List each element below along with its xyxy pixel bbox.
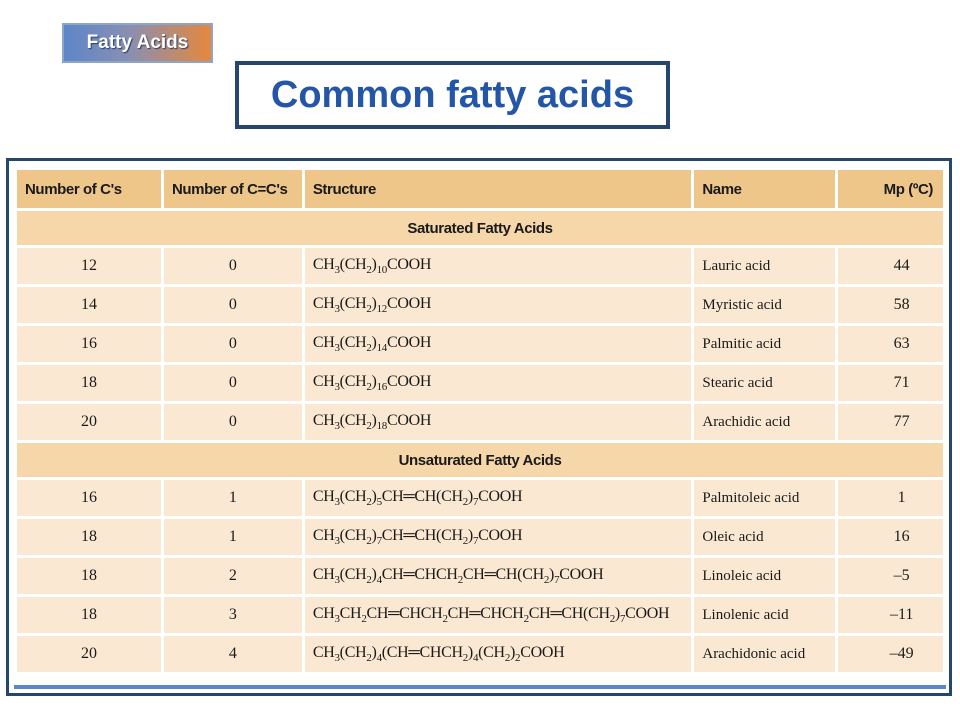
structure-subscript: 2: [366, 652, 372, 665]
structure-subscript: 3: [334, 303, 340, 316]
structure-text: ): [371, 487, 377, 505]
cell-name: Arachidonic acid: [694, 636, 835, 672]
structure-text: CH═CHCH: [366, 604, 443, 622]
structure-subscript: 12: [376, 303, 387, 316]
structure-text: CH: [312, 411, 335, 429]
structure-text: ): [371, 294, 377, 312]
cell-carbons: 18: [17, 365, 161, 401]
cell-name: Linolenic acid: [694, 597, 835, 633]
table-row: [17, 519, 943, 555]
structure-text: CH: [312, 255, 335, 273]
cell-name: Linoleic acid: [694, 558, 835, 594]
structure-subscript: 2: [462, 535, 468, 548]
table-row: [17, 404, 943, 440]
table-row: [17, 636, 943, 672]
structure-text: COOH: [386, 411, 432, 429]
cell-double-bonds: 1: [164, 480, 302, 516]
table-row: [17, 597, 943, 633]
structure-text: ): [371, 255, 377, 273]
structure-text: CH: [312, 643, 335, 661]
structure-text: CH═CH(CH: [381, 487, 463, 505]
structure-subscript: 16: [376, 381, 387, 394]
structure-subscript: 2: [366, 381, 372, 394]
header-name: Name: [694, 170, 835, 208]
structure-text: (CH: [339, 372, 367, 390]
structure-subscript: 2: [366, 535, 372, 548]
structure-subscript: 7: [554, 574, 560, 587]
structure-text: (CH: [478, 643, 505, 661]
table-row: [17, 558, 943, 594]
cell-structure: [305, 365, 692, 401]
structure-text: ): [549, 565, 555, 583]
cell-double-bonds: 0: [164, 365, 302, 401]
structure-subscript: 2: [609, 613, 615, 626]
structure-text: ): [467, 526, 473, 544]
cell-carbons: 16: [17, 480, 161, 516]
structure-text: CH═CHCH: [447, 604, 524, 622]
structure-subscript: 2: [523, 613, 529, 626]
header-melting-point: Mp (ºC): [838, 170, 943, 208]
cell-name: Oleic acid: [694, 519, 835, 555]
cell-structure: [305, 480, 692, 516]
structure-subscript: 7: [619, 613, 626, 626]
cell-melting-point: –5: [838, 558, 943, 594]
structure-text: ): [371, 411, 377, 429]
structure-subscript: 3: [334, 381, 340, 394]
structure-text: (CH: [339, 487, 367, 505]
header-structure: Structure: [305, 170, 692, 208]
table-row: [17, 480, 943, 516]
fatty-acids-table: [14, 167, 946, 675]
structure-text: CH: [312, 565, 335, 583]
structure-text: (CH: [339, 333, 367, 351]
cell-double-bonds: 0: [164, 287, 302, 323]
structure-text: ): [371, 372, 377, 390]
cell-double-bonds: 0: [164, 326, 302, 362]
table-frame: [6, 158, 952, 696]
cell-structure: [305, 404, 692, 440]
structure-text: CH═CH(CH: [462, 565, 544, 583]
cell-structure: [305, 248, 692, 284]
cell-structure: [305, 636, 692, 672]
structure-subscript: 2: [457, 574, 463, 587]
cell-name: Lauric acid: [694, 248, 835, 284]
cell-name: Stearic acid: [694, 365, 835, 401]
structure-text: (CH: [339, 565, 367, 583]
structure-text: COOH: [478, 487, 523, 505]
structure-text: (CH: [339, 411, 367, 429]
cell-melting-point: –49: [838, 636, 943, 672]
structure-text: ): [510, 643, 516, 661]
structure-subscript: 2: [366, 303, 372, 316]
structure-text: CH: [312, 604, 335, 622]
cell-double-bonds: 1: [164, 519, 302, 555]
cell-name: Arachidic acid: [694, 404, 835, 440]
section-tag-label: Fatty Acids: [86, 32, 189, 53]
structure-subscript: 2: [515, 652, 521, 665]
structure-text: COOH: [386, 294, 432, 312]
structure-text: CH═CHCH: [381, 565, 458, 583]
cell-melting-point: 58: [838, 287, 943, 323]
structure-subscript: 2: [366, 420, 372, 433]
structure-text: CH: [312, 526, 335, 544]
table-body: [17, 211, 943, 672]
cell-melting-point: 16: [838, 519, 943, 555]
structure-subscript: 3: [334, 535, 340, 548]
section-row: [17, 443, 943, 477]
cell-structure: [305, 519, 692, 555]
cell-double-bonds: 3: [164, 597, 302, 633]
structure-text: COOH: [559, 565, 604, 583]
structure-text: (CH: [339, 255, 367, 273]
structure-subscript: 3: [334, 342, 340, 355]
section-row: [17, 211, 943, 245]
structure-text: CH: [339, 604, 362, 622]
header-carbons: Number of C's: [17, 170, 161, 208]
cell-melting-point: 71: [838, 365, 943, 401]
cell-melting-point: 1: [838, 480, 943, 516]
structure-subscript: 2: [366, 574, 372, 587]
structure-text: ): [467, 643, 473, 661]
cell-double-bonds: 0: [164, 404, 302, 440]
structure-text: ): [467, 487, 473, 505]
structure-subscript: 18: [376, 420, 387, 433]
cell-double-bonds: 2: [164, 558, 302, 594]
cell-carbons: 14: [17, 287, 161, 323]
structure-text: COOH: [386, 255, 432, 273]
structure-text: COOH: [625, 604, 670, 622]
cell-name: Palmitic acid: [694, 326, 835, 362]
cell-melting-point: 77: [838, 404, 943, 440]
cell-carbons: 20: [17, 404, 161, 440]
cell-structure: [305, 597, 692, 633]
structure-subscript: 5: [376, 496, 382, 509]
structure-subscript: 3: [334, 420, 340, 433]
header-row: [17, 170, 943, 208]
table-row: [17, 326, 943, 362]
structure-subscript: 7: [472, 535, 479, 548]
section-title: Unsaturated Fatty Acids: [17, 443, 943, 477]
structure-text: CH: [312, 294, 335, 312]
structure-subscript: 7: [376, 535, 382, 548]
structure-subscript: 2: [543, 574, 550, 587]
structure-subscript: 3: [334, 264, 340, 277]
structure-subscript: 3: [334, 574, 340, 587]
section-tag: [62, 23, 213, 63]
section-title: Saturated Fatty Acids: [17, 211, 943, 245]
cell-double-bonds: 4: [164, 636, 302, 672]
structure-text: COOH: [386, 333, 432, 351]
structure-subscript: 3: [334, 652, 340, 665]
structure-text: CH: [312, 333, 335, 351]
cell-name: Palmitoleic acid: [694, 480, 835, 516]
cell-name: Myristic acid: [694, 287, 835, 323]
table-row: [17, 365, 943, 401]
cell-structure: [305, 558, 692, 594]
structure-text: (CH: [339, 526, 367, 544]
structure-subscript: 2: [504, 652, 511, 665]
structure-text: (CH: [339, 294, 367, 312]
cell-melting-point: 44: [838, 248, 943, 284]
cell-structure: [305, 326, 692, 362]
structure-text: ): [371, 526, 377, 544]
table-panel: [14, 167, 946, 689]
page-title: Common fatty acids: [270, 73, 635, 116]
structure-subscript: 2: [462, 496, 468, 509]
structure-text: COOH: [520, 643, 565, 661]
structure-text: (CH: [339, 643, 367, 661]
cell-carbons: 18: [17, 558, 161, 594]
cell-carbons: 12: [17, 248, 161, 284]
structure-subscript: 10: [376, 264, 387, 277]
structure-subscript: 2: [366, 496, 372, 509]
structure-subscript: 2: [361, 613, 367, 626]
table-row: [17, 287, 943, 323]
structure-text: COOH: [478, 526, 523, 544]
structure-text: CH═CH(CH: [381, 526, 463, 544]
structure-subscript: 3: [334, 613, 340, 626]
cell-structure: [305, 287, 692, 323]
cell-carbons: 18: [17, 519, 161, 555]
title-box: [235, 61, 670, 129]
structure-subscript: 7: [472, 496, 479, 509]
structure-text: CH: [312, 372, 335, 390]
table-row: [17, 248, 943, 284]
cell-melting-point: 63: [838, 326, 943, 362]
structure-subscript: 4: [376, 574, 382, 587]
header-double-bonds: Number of C=C's: [164, 170, 302, 208]
structure-text: ): [614, 604, 620, 622]
structure-text: (CH═CHCH: [381, 643, 463, 661]
structure-text: ): [371, 643, 377, 661]
cell-carbons: 16: [17, 326, 161, 362]
structure-subscript: 4: [472, 652, 479, 665]
cell-carbons: 20: [17, 636, 161, 672]
structure-subscript: 3: [334, 496, 340, 509]
cell-carbons: 18: [17, 597, 161, 633]
cell-double-bonds: 0: [164, 248, 302, 284]
structure-text: CH: [312, 487, 335, 505]
structure-subscript: 14: [376, 342, 387, 355]
structure-subscript: 2: [462, 652, 468, 665]
structure-text: COOH: [386, 372, 432, 390]
structure-text: ): [371, 333, 377, 351]
structure-text: CH═CH(CH: [528, 604, 610, 622]
structure-text: ): [371, 565, 377, 583]
structure-subscript: 2: [442, 613, 448, 626]
cell-melting-point: –11: [838, 597, 943, 633]
structure-subscript: 2: [366, 342, 372, 355]
structure-subscript: 2: [366, 264, 372, 277]
structure-subscript: 4: [376, 652, 382, 665]
